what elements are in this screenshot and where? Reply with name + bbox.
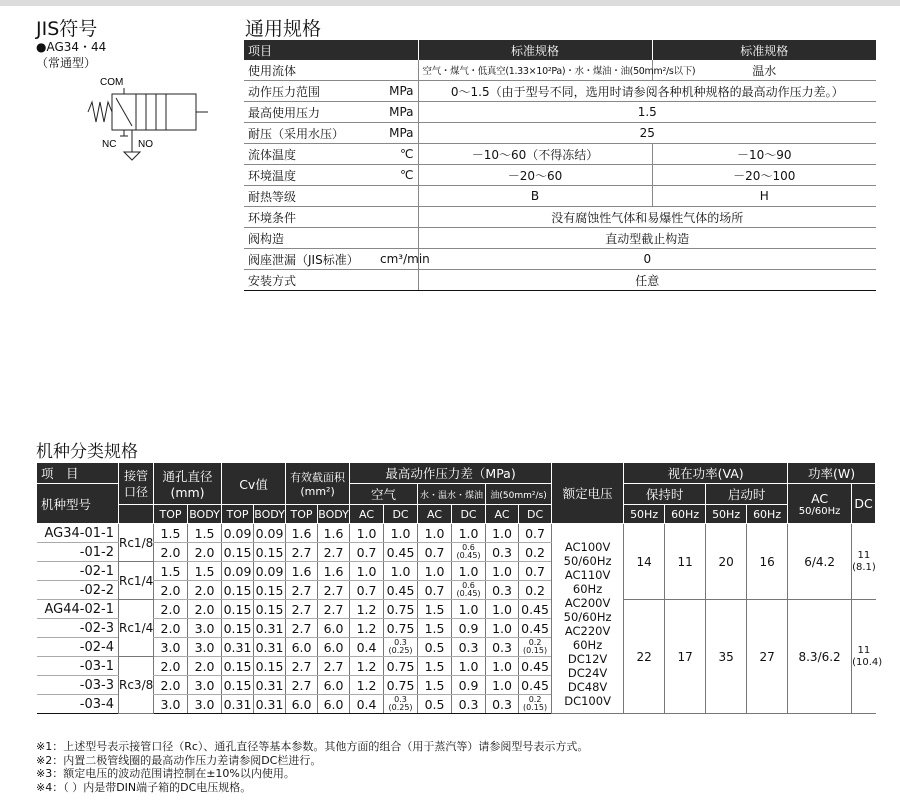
spec-cell: 2.0 bbox=[154, 600, 188, 619]
col-ac-freq: 50/60Hz bbox=[798, 505, 841, 517]
spec-cell: 0.45 bbox=[519, 657, 552, 676]
spec-cell: 1.0 bbox=[452, 524, 486, 543]
spec-row bbox=[244, 144, 876, 165]
spec-cell: 0.15 bbox=[254, 600, 286, 619]
col-oil: 油(50mm²/s) bbox=[486, 484, 552, 505]
spec-value-standard: －20～60 bbox=[418, 165, 652, 186]
power-value: 14 bbox=[624, 524, 665, 600]
spec-unit: cm³/min bbox=[376, 249, 418, 270]
spec-cell: 1.0 bbox=[486, 600, 519, 619]
spec-cell: 3.0 bbox=[188, 695, 222, 714]
spec-cell: 0.9 bbox=[452, 619, 486, 638]
spec-cell: 2.7 bbox=[286, 657, 318, 676]
col-area-top: TOP bbox=[286, 505, 318, 524]
spec-cell: 0.75 bbox=[384, 676, 418, 695]
spec-unit: MPa bbox=[376, 123, 418, 144]
footnote: ※1：上述型号表示接管口径（Rc）、通孔直径等基本参数。其他方面的组合（用于蒸汽等）请参阅型号表示方式。 bbox=[36, 740, 589, 753]
spec-cell: 0.5 bbox=[418, 638, 452, 657]
spec-row bbox=[244, 186, 876, 207]
spec-cell: 0.3 bbox=[486, 543, 519, 562]
spec-cell: 1.6 bbox=[318, 524, 350, 543]
spec-cell: 1.5 bbox=[418, 657, 452, 676]
spec-label: 动作压力范围 bbox=[244, 81, 376, 102]
spec-value: 直动型截止构造 bbox=[418, 228, 876, 249]
jis-models: ●AG34・44 bbox=[36, 40, 107, 54]
dc-watt-din: (10.4) bbox=[852, 656, 883, 668]
spec-cell: 0.3 bbox=[486, 581, 519, 600]
spec-cell: 1.0 bbox=[452, 562, 486, 581]
spec-unit bbox=[376, 60, 418, 81]
col-cv-top: TOP bbox=[222, 505, 254, 524]
spec-cell: 0.09 bbox=[222, 524, 254, 543]
dc-watt: 11 bbox=[857, 549, 871, 561]
spec-cell: 0.09 bbox=[254, 562, 286, 581]
spec-cell: 0.4 bbox=[350, 638, 384, 657]
col-water: 水・温水・煤油 bbox=[418, 484, 486, 505]
spec-cell: 2.0 bbox=[188, 657, 222, 676]
col-pressure: 最高动作压力差（MPa) bbox=[350, 463, 552, 484]
col-water-dc: DC bbox=[452, 505, 486, 524]
voltage-item: DC48V bbox=[567, 680, 608, 694]
spec-cell: 0.2 (0.15) bbox=[519, 695, 552, 714]
spec-unit: MPa bbox=[376, 102, 418, 123]
footnote: ※2：内置二极管线圈的最高动作压力差请参阅DC栏进行。 bbox=[36, 753, 322, 767]
spec-row bbox=[244, 123, 876, 144]
spec-row bbox=[244, 249, 876, 270]
model-number: -03-3 bbox=[37, 676, 119, 695]
spec-cell: 0.15 bbox=[222, 619, 254, 638]
spec-cell: 0.45 bbox=[384, 581, 418, 600]
col-oil-dc: DC bbox=[519, 505, 552, 524]
voltage-item: 60Hz bbox=[572, 582, 603, 596]
col-area-label: 有效截面积 bbox=[290, 471, 346, 484]
spec-cell: 0.09 bbox=[254, 524, 286, 543]
footnotes bbox=[36, 740, 588, 794]
spec-cell: 1.0 bbox=[452, 657, 486, 676]
spec-cell: 1.0 bbox=[350, 562, 384, 581]
voltage-item: AC200V bbox=[564, 596, 611, 610]
col-voltage: 额定电压 bbox=[552, 463, 624, 524]
spec-cell: 1.0 bbox=[452, 600, 486, 619]
spec-cell: 2.0 bbox=[154, 619, 188, 638]
spec-value-heat: 温水 bbox=[652, 60, 876, 81]
model-number: -03-4 bbox=[37, 695, 119, 714]
spec-cell: 0.45 bbox=[384, 543, 418, 562]
spec-cell: 1.5 bbox=[418, 676, 452, 695]
spec-cell: 1.0 bbox=[418, 524, 452, 543]
power-value: 8.3/6.2 bbox=[788, 600, 852, 714]
spec-cell: 0.7 bbox=[350, 543, 384, 562]
spec-cell: 2.0 bbox=[154, 676, 188, 695]
col-start-50: 50Hz bbox=[706, 505, 747, 524]
spec-unit: MPa bbox=[376, 81, 418, 102]
spec-cell: 1.5 bbox=[418, 619, 452, 638]
spec-cell: 0.45 bbox=[519, 600, 552, 619]
spec-cell: 0.75 bbox=[384, 619, 418, 638]
voltage-item: DC12V bbox=[567, 652, 608, 666]
col-item: 项 目 bbox=[37, 463, 119, 484]
spec-label: 阀构造 bbox=[244, 228, 376, 249]
spec-cell: 2.7 bbox=[318, 600, 350, 619]
spec-row bbox=[244, 270, 876, 291]
spec-unit bbox=[376, 207, 418, 228]
spec-row bbox=[244, 207, 876, 228]
spec-cell: 1.2 bbox=[350, 600, 384, 619]
spec-cell: 0.15 bbox=[254, 581, 286, 600]
power-value: 22 bbox=[624, 600, 665, 714]
spec-cell: 0.15 bbox=[222, 581, 254, 600]
spec-cell: 0.45 bbox=[519, 676, 552, 695]
header-standard-1: 标准规格 bbox=[418, 40, 652, 60]
voltage-item: DC100V bbox=[564, 694, 611, 708]
voltage-item: 60Hz bbox=[572, 638, 603, 652]
spec-cell: 1.0 bbox=[384, 562, 418, 581]
col-orifice-top: TOP bbox=[154, 505, 188, 524]
spec-cell: 1.0 bbox=[384, 524, 418, 543]
spec-value-standard: 空气・煤气・低真空(1.33×10²Pa)・水・煤油・油(50mm²/s以下) bbox=[418, 60, 652, 81]
col-model-no: 机种型号 bbox=[37, 484, 119, 524]
spec-cell: 0.31 bbox=[222, 638, 254, 657]
spec-cell: 0.15 bbox=[222, 543, 254, 562]
spec-cell: 1.2 bbox=[350, 676, 384, 695]
spec-cell: 2.7 bbox=[286, 619, 318, 638]
spec-value-heat: H bbox=[652, 186, 876, 207]
spec-cell: 0.7 bbox=[519, 524, 552, 543]
footnote: ※3：额定电压的波动范围请控制在±10%以内使用。 bbox=[36, 767, 295, 780]
spec-cell: 1.6 bbox=[286, 562, 318, 581]
spec-label: 流体温度 bbox=[244, 144, 376, 165]
spec-row bbox=[244, 81, 876, 102]
spec-label: 安装方式 bbox=[244, 270, 376, 291]
spec-cell: 0.3 bbox=[486, 638, 519, 657]
spec-cell: 2.7 bbox=[286, 581, 318, 600]
model-number: -02-4 bbox=[37, 638, 119, 657]
spec-cell: 0.7 bbox=[519, 562, 552, 581]
spec-cell: 0.45 bbox=[519, 619, 552, 638]
spec-cell: 3.0 bbox=[154, 638, 188, 657]
voltage-item: AC220V bbox=[564, 624, 611, 638]
spec-cell: 2.7 bbox=[286, 543, 318, 562]
col-orifice bbox=[154, 463, 222, 505]
power-value: 17 bbox=[665, 600, 706, 714]
col-hold-50: 50Hz bbox=[624, 505, 665, 524]
col-oil-ac: AC bbox=[486, 505, 519, 524]
col-water-ac: AC bbox=[418, 505, 452, 524]
spec-cell: 2.0 bbox=[154, 543, 188, 562]
spec-value: 0～1.5（由于型号不同，选用时请参阅各种机种规格的最高动作压力差。） bbox=[418, 81, 876, 102]
spec-cell: 0.75 bbox=[384, 600, 418, 619]
spec-cell: 2.7 bbox=[318, 657, 350, 676]
spec-row bbox=[244, 102, 876, 123]
spec-value-heat: －20～100 bbox=[652, 165, 876, 186]
spec-value-heat: －10～90 bbox=[652, 144, 876, 165]
spec-cell: 1.0 bbox=[418, 562, 452, 581]
spec-unit bbox=[376, 228, 418, 249]
spec-cell: 0.75 bbox=[384, 657, 418, 676]
power-value: 27 bbox=[747, 600, 788, 714]
port-size: Rc3/8 bbox=[119, 657, 154, 714]
spec-row bbox=[244, 228, 876, 249]
spec-cell: 0.7 bbox=[418, 543, 452, 562]
port-size: Rc1/4 bbox=[119, 600, 154, 657]
spec-cell: 1.2 bbox=[350, 619, 384, 638]
spec-cell: 0.5 bbox=[418, 695, 452, 714]
model-number: AG34-01-1 bbox=[37, 524, 119, 543]
spec-value: 任意 bbox=[418, 270, 876, 291]
nc-label: NC bbox=[102, 139, 117, 150]
jis-subtitle bbox=[36, 39, 106, 71]
spec-cell: 2.7 bbox=[318, 543, 350, 562]
footnote: ※4：（ ）内是带DIN端子箱的DC电压规格。 bbox=[36, 780, 252, 794]
spec-unit: ℃ bbox=[376, 165, 418, 186]
spec-cell: 1.0 bbox=[486, 676, 519, 695]
spec-cell: 1.5 bbox=[154, 562, 188, 581]
spec-cell: 0.15 bbox=[222, 657, 254, 676]
spec-cell: 0.15 bbox=[222, 600, 254, 619]
spec-label: 最高使用压力 bbox=[244, 102, 376, 123]
spec-label: 环境条件 bbox=[244, 207, 376, 228]
spec-cell: 0.3 (0.25) bbox=[384, 695, 418, 714]
jis-title: JIS符号 bbox=[36, 18, 98, 40]
col-orifice-unit: (mm) bbox=[170, 485, 205, 500]
model-number: -01-2 bbox=[37, 543, 119, 562]
spec-cell: 6.0 bbox=[318, 676, 350, 695]
spec-cell: 2.0 bbox=[188, 600, 222, 619]
col-orifice-label: 通孔直径 bbox=[162, 469, 213, 484]
dc-watt-din: (8.1) bbox=[852, 561, 876, 573]
model-number: -02-2 bbox=[37, 581, 119, 600]
dc-watt: 11 bbox=[857, 644, 871, 656]
spec-value: 25 bbox=[418, 123, 876, 144]
col-air-ac: AC bbox=[350, 505, 384, 524]
spec-cell: 6.0 bbox=[286, 695, 318, 714]
col-port-blank bbox=[119, 505, 154, 524]
spec-cell: 1.5 bbox=[418, 600, 452, 619]
spec-label: 阀座泄漏（JIS标准） bbox=[244, 249, 376, 270]
voltage-item: AC100V bbox=[564, 540, 611, 554]
power-value: 35 bbox=[706, 600, 747, 714]
spec-cell: 0.31 bbox=[254, 676, 286, 695]
dc-power-value bbox=[852, 524, 876, 600]
spec-cell: 1.5 bbox=[154, 524, 188, 543]
spec-cell: 1.0 bbox=[486, 657, 519, 676]
spec-cell: 0.15 bbox=[254, 543, 286, 562]
spec-cell: 0.2 bbox=[519, 581, 552, 600]
power-value: 6/4.2 bbox=[788, 524, 852, 600]
spec-cell: 1.0 bbox=[486, 524, 519, 543]
col-orifice-body: BODY bbox=[188, 505, 222, 524]
model-number: -02-1 bbox=[37, 562, 119, 581]
spec-cell: 3.0 bbox=[188, 676, 222, 695]
spec-cell: 0.6 (0.45) bbox=[452, 581, 486, 600]
spec-cell: 0.3 bbox=[452, 695, 486, 714]
spec-cell: 3.0 bbox=[188, 638, 222, 657]
top-bar bbox=[0, 0, 900, 6]
spec-cell: 0.31 bbox=[254, 695, 286, 714]
spec-cell: 2.0 bbox=[154, 581, 188, 600]
spec-row bbox=[244, 60, 876, 81]
spec-unit: ℃ bbox=[376, 144, 418, 165]
spec-value: 没有腐蚀性气体和易爆性气体的场所 bbox=[418, 207, 876, 228]
col-ac-power bbox=[788, 484, 852, 524]
spec-cell: 2.0 bbox=[188, 581, 222, 600]
spec-cell: 6.0 bbox=[318, 619, 350, 638]
col-area-unit: (mm²) bbox=[300, 485, 335, 498]
voltage-item: 50/60Hz bbox=[563, 554, 612, 568]
spec-cell: 6.0 bbox=[318, 638, 350, 657]
col-air-dc: DC bbox=[384, 505, 418, 524]
spec-cell: 0.3 (0.25) bbox=[384, 638, 418, 657]
com-label: COM bbox=[100, 77, 124, 88]
spec-cell: 2.0 bbox=[154, 657, 188, 676]
model-row bbox=[37, 524, 876, 543]
model-row bbox=[37, 600, 876, 619]
col-cv: Cv值 bbox=[222, 463, 286, 505]
spec-label: 使用流体 bbox=[244, 60, 376, 81]
spec-cell: 2.7 bbox=[286, 600, 318, 619]
spec-label: 耐热等级 bbox=[244, 186, 376, 207]
col-port: 接管口径 bbox=[119, 463, 154, 505]
spec-cell: 0.3 bbox=[486, 695, 519, 714]
spec-cell: 6.0 bbox=[318, 695, 350, 714]
general-specs-table bbox=[244, 40, 876, 291]
col-air: 空气 bbox=[350, 484, 418, 505]
spec-cell: 0.31 bbox=[254, 619, 286, 638]
spec-cell: 1.0 bbox=[486, 619, 519, 638]
spec-unit bbox=[376, 186, 418, 207]
spec-cell: 0.15 bbox=[222, 676, 254, 695]
col-area bbox=[286, 463, 350, 505]
col-start: 启动时 bbox=[706, 484, 788, 505]
model-specs-title: 机种分类规格 bbox=[36, 442, 138, 462]
spec-cell: 0.09 bbox=[222, 562, 254, 581]
spec-cell: 0.15 bbox=[254, 657, 286, 676]
spec-cell: 3.0 bbox=[188, 619, 222, 638]
spec-cell: 0.6 (0.45) bbox=[452, 543, 486, 562]
spec-cell: 2.7 bbox=[318, 581, 350, 600]
col-apparent: 视在功率(VA) bbox=[624, 463, 788, 484]
spec-value-standard: －10～60（不得冻结） bbox=[418, 144, 652, 165]
col-hold: 保持时 bbox=[624, 484, 706, 505]
spec-row bbox=[244, 165, 876, 186]
spec-cell: 1.5 bbox=[188, 524, 222, 543]
spec-cell: 0.4 bbox=[350, 695, 384, 714]
spec-cell: 1.5 bbox=[188, 562, 222, 581]
spec-value: 0 bbox=[418, 249, 876, 270]
col-cv-body: BODY bbox=[254, 505, 286, 524]
spec-cell: 0.2 bbox=[519, 543, 552, 562]
col-hold-60: 60Hz bbox=[665, 505, 706, 524]
model-number: -03-1 bbox=[37, 657, 119, 676]
general-specs-title: 通用规格 bbox=[245, 18, 322, 40]
model-number: -02-3 bbox=[37, 619, 119, 638]
spec-value: 1.5 bbox=[418, 102, 876, 123]
power-value: 20 bbox=[706, 524, 747, 600]
jis-valve-symbol bbox=[84, 72, 224, 167]
no-label: NO bbox=[138, 139, 153, 150]
voltage-item: AC110V bbox=[564, 568, 611, 582]
spec-cell: 1.6 bbox=[318, 562, 350, 581]
spec-cell: 2.7 bbox=[286, 676, 318, 695]
spec-cell: 3.0 bbox=[154, 695, 188, 714]
jis-type: （常通型） bbox=[36, 56, 97, 70]
spec-label: 耐压（采用水压） bbox=[244, 123, 376, 144]
spec-value-standard: B bbox=[418, 186, 652, 207]
spec-cell: 1.0 bbox=[350, 524, 384, 543]
dc-power-value bbox=[852, 600, 883, 714]
rated-voltage-list bbox=[552, 524, 624, 714]
spec-cell: 0.31 bbox=[254, 638, 286, 657]
spec-cell: 1.2 bbox=[350, 657, 384, 676]
spec-label: 环境温度 bbox=[244, 165, 376, 186]
spec-cell: 2.0 bbox=[188, 543, 222, 562]
header-item: 项目 bbox=[244, 40, 418, 60]
model-specs-table bbox=[36, 462, 883, 714]
voltage-item: DC24V bbox=[567, 666, 608, 680]
col-area-body: BODY bbox=[318, 505, 350, 524]
power-value: 11 bbox=[665, 524, 706, 600]
spec-cell: 0.2 (0.15) bbox=[519, 638, 552, 657]
spec-cell: 1.6 bbox=[286, 524, 318, 543]
spec-unit bbox=[376, 270, 418, 291]
spec-cell: 0.7 bbox=[350, 581, 384, 600]
spec-cell: 1.0 bbox=[486, 562, 519, 581]
port-size: Rc1/8 bbox=[119, 524, 154, 562]
power-value: 16 bbox=[747, 524, 788, 600]
port-size: Rc1/4 bbox=[119, 562, 154, 600]
spec-cell: 0.9 bbox=[452, 676, 486, 695]
col-ac-label: AC bbox=[811, 490, 829, 506]
col-power: 功率(W) bbox=[788, 463, 876, 484]
header-standard-2: 标准规格 bbox=[652, 40, 876, 60]
spec-cell: 0.3 bbox=[452, 638, 486, 657]
model-number: AG44-02-1 bbox=[37, 600, 119, 619]
voltage-item: 50/60Hz bbox=[563, 610, 612, 624]
col-dc-power: DC bbox=[852, 484, 876, 524]
spec-cell: 0.7 bbox=[418, 581, 452, 600]
spec-cell: 0.31 bbox=[222, 695, 254, 714]
spec-cell: 6.0 bbox=[286, 638, 318, 657]
col-start-60: 60Hz bbox=[747, 505, 788, 524]
